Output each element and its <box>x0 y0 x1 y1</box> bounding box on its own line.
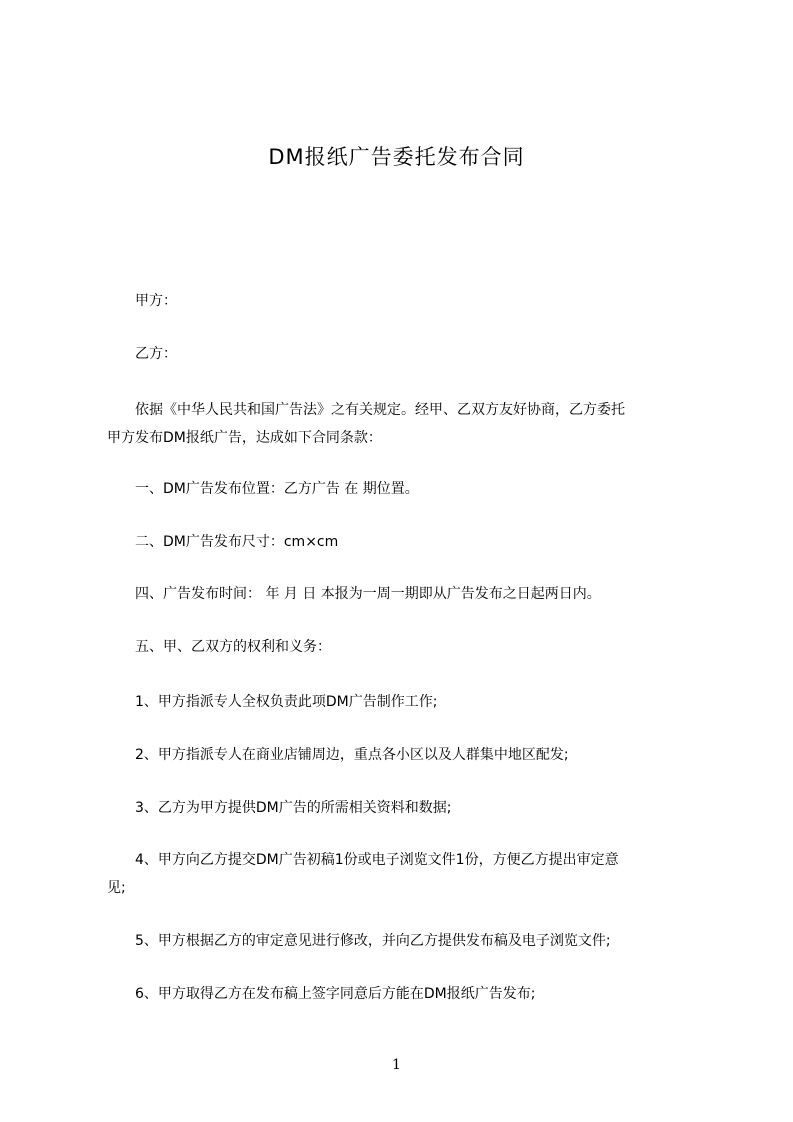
clause-rights <box>107 633 705 661</box>
item-text: 6、甲方取得乙方在发布稿上签字同意后方能在DM报纸广告发布; <box>135 986 536 1002</box>
item-2 <box>107 741 705 769</box>
preamble-paragraph <box>107 396 705 452</box>
party-b-line <box>107 340 705 368</box>
clause-text: 二、DM广告发布尺寸：cm×cm <box>135 534 339 550</box>
clause-time <box>107 580 705 608</box>
item-text: 2、甲方指派专人在商业店铺周边，重点各小区以及人群集中地区配发; <box>135 747 569 763</box>
page-number: 1 <box>392 1057 401 1073</box>
item-text: 1、甲方指派专人全权负责此项DM广告制作工作; <box>135 694 438 710</box>
item-3 <box>107 794 705 822</box>
party-b-label: 乙方： <box>135 346 177 362</box>
item-text: 3、乙方为甲方提供DM广告的所需相关资料和数据; <box>135 800 452 816</box>
item-1 <box>107 688 705 716</box>
preamble-line-2: 甲方发布DM报纸广告，达成如下合同条款： <box>107 430 382 446</box>
clause-text: 五、甲、乙双方的权利和义务： <box>135 639 331 655</box>
party-a-label: 甲方： <box>135 293 177 309</box>
document-title: DM报纸广告委托发布合同 <box>268 145 525 169</box>
clause-text: 一、DM广告发布位置：乙方广告 在 期位置。 <box>135 481 419 497</box>
item-4 <box>107 846 705 902</box>
preamble-line-1: 依据《中华人民共和国广告法》之有关规定。经甲、乙双方友好协商，乙方委托 <box>135 402 625 418</box>
clause-position <box>107 475 705 503</box>
clause-text: 四、广告发布时间： 年 月 日 本报为一周一期即从广告发布之日起两日内。 <box>135 586 601 602</box>
item-5 <box>107 927 705 955</box>
clause-size <box>107 528 705 556</box>
item-4-line-2: 见; <box>107 880 126 896</box>
item-6 <box>107 980 705 1008</box>
item-4-line-1: 4、甲方向乙方提交DM广告初稿1份或电子浏览文件1份，方便乙方提出审定意 <box>135 852 619 868</box>
item-text: 5、甲方根据乙方的审定意见进行修改，并向乙方提供发布稿及电子浏览文件; <box>135 933 611 949</box>
party-a-line <box>107 287 705 315</box>
